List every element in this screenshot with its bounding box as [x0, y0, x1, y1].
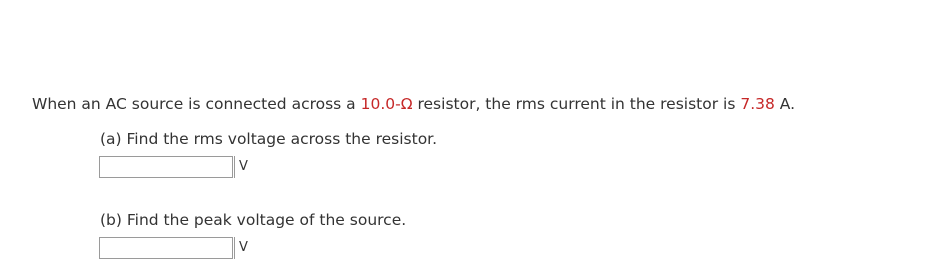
current-value: 7.38 — [740, 95, 775, 113]
part-b-question: (b) Find the peak voltage of the source. — [100, 211, 407, 229]
part-b-unit-label: V — [234, 237, 250, 259]
part-b-answer-input[interactable] — [99, 237, 233, 259]
resistance-value: 10.0-Ω — [360, 95, 413, 113]
stem-text-1: When an AC source is connected across a — [32, 95, 361, 113]
stem-text-3: A. — [774, 95, 796, 113]
part-a-question: (a) Find the rms voltage across the resistor. — [100, 130, 438, 148]
part-b-answer-row — [99, 237, 250, 259]
part-a-unit-label: V — [234, 156, 250, 178]
part-a-answer-row — [99, 156, 250, 178]
problem-statement — [32, 94, 795, 114]
stem-text-2: resistor, the rms current in the resistor is — [412, 95, 741, 113]
part-a-answer-input[interactable] — [99, 156, 233, 178]
